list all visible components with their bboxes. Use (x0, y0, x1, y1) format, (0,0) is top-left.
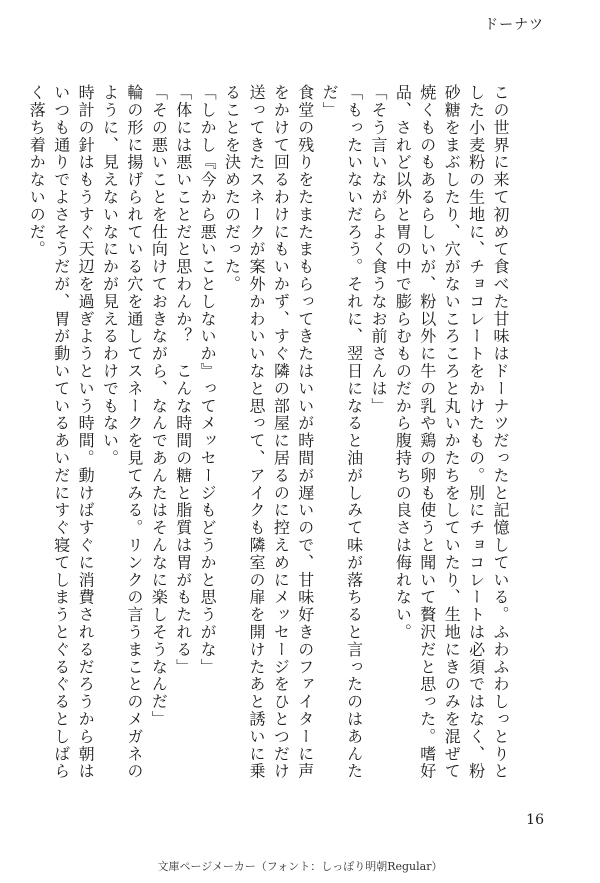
dialogue-line: 「体には悪いことだと思わんか？ こんな時間の糖と脂質は胃がもたれる」 (173, 84, 193, 676)
body-text (27, 84, 512, 784)
dialogue-line: 「もったいないだろう。それに、翌日になると油がしみて味が落ちると言ったのはあんただ」 (320, 84, 364, 780)
paragraph: 食堂の残りをたまたまもらってきたはいいが時間が遅いので、甘味好きのファイターに声をかけて回るわけにもいかず、すぐ隣の部屋に居るのに控えめにメッセージをひとつだけ送ってきたスネークが案外かわいいなと思って、アイクも隣室の扉を開けたあと誘いに乗ることを決めたのだった。 (222, 84, 315, 780)
paragraph: この世界に来て初めて食べた甘味はドーナツだったと記憶している。ふわふわしっとりとした小麦粉の生地に、チョコレートをかけたもの。別にチョコレートは必須ではなく、粉砂糖をまぶしたり、穴がないころころと丸いかたちをしていたり、生地にきのみを混ぜて焼くものもあるらしいが、粉以外に牛の乳や鶏の卵も使うと聞いて贅沢だと思った。嗜好品、されど以外と胃の中で膨らむものだから腹持ちの良さは侮れない。 (393, 84, 510, 780)
dialogue-line: 「そう言いながらよく食うなお前さんは」 (368, 84, 388, 415)
footer-credit: 文庫ページメーカー（フォント：しっぽり明朝Regular） (157, 860, 443, 873)
page-number: 16 (526, 812, 544, 828)
paragraph: 輪の形に揚げられている穴を通してスネークを見てみる。リンクの言うまことのメガネのように、見えないなにかが見えるわけでもない。 (100, 84, 144, 780)
running-title: ドーナツ (484, 17, 544, 33)
paragraph: 時計の針はもうすぐ天辺を過ぎようという時間。動けばすぐに消費されるだろうから朝はいつも通りでよさそうだが、胃が動いているあいだにすぐ寝てしまうとぐるぐるとしばらく落ち着かないのだ。 (27, 84, 96, 780)
dialogue-line: 「しかし『今から悪いことしないか』ってメッセージもどうかと思うがな」 (198, 84, 218, 676)
dialogue-line: 「その悪いことを仕向けておきながら、なんであんたはそんなに楽しそうなんだ」 (149, 84, 169, 728)
